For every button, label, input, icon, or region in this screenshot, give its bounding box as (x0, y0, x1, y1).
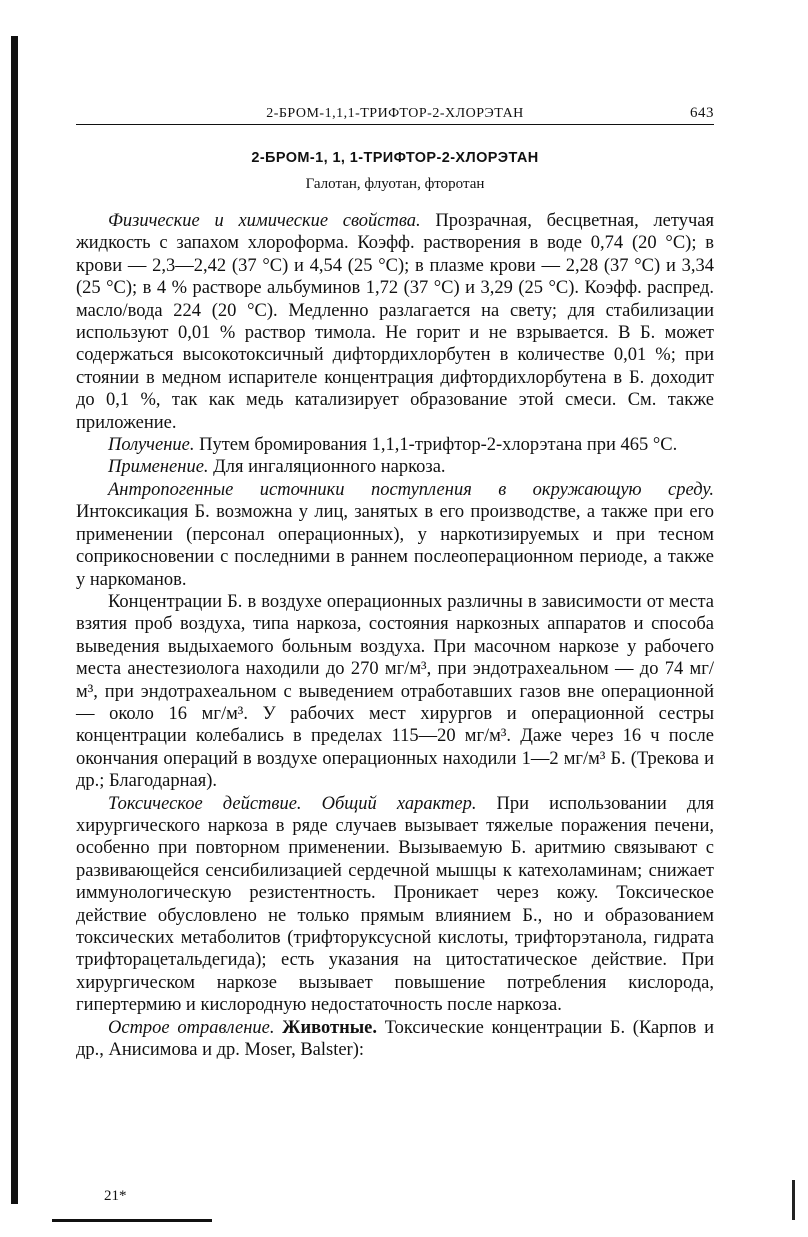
toxic-lead: Токсическое действие. Общий характер. (108, 793, 477, 814)
acute-animals-label: Животные. (274, 1017, 378, 1038)
page-number: 643 (690, 105, 714, 121)
acute-paragraph (76, 1017, 714, 1062)
sources-text: Интоксикация Б. возможна у лиц, занятых в его производстве, а также при его применении (персонал операционных), у наркотизируемых и при тесном соприкосновении с последними в раннем послеоперационном периоде, а также у наркоманов. (76, 502, 714, 590)
page-binding-edge (11, 36, 18, 1204)
application-paragraph (76, 456, 714, 478)
sources-lead: Антропогенные источники поступления в окружающую среду. (108, 479, 714, 500)
page-content (76, 148, 714, 1061)
article-synonyms: Галотан, флуотан, фторотан (305, 176, 485, 192)
sources-paragraph (76, 479, 714, 591)
scan-edge-mark (792, 1180, 795, 1220)
production-paragraph (76, 434, 714, 456)
production-lead: Получение. (108, 435, 195, 456)
acute-lead: Острое отравление. (108, 1017, 275, 1038)
production-text: Путем бромирования 1,1,1-трифтор-2-хлорэтана при 465 °С. (194, 435, 678, 456)
application-lead: Применение. (108, 457, 209, 478)
properties-lead: Физические и химические свойства. (108, 211, 421, 231)
properties-text: Прозрачная, бесцветная, летучая жидкость с запахом хлороформа. Коэфф. растворения в воде 0,74 (20 °С); в крови — 2,3—2,42 (37 °С) и 4,54 (25 °С); в плазме крови — 2,28 (37 °С) и 3,34 (25 °С); в 4 % растворе альбуминов 1,72 (37 °С) и 3,29 (25 °С). Коэфф. распред. масло/вода 224 (20 °С). Медленно разлагается на свету; для стабилизации используют 0,01 % раствор тимола. Не горит и не взрывается. В Б. может содержаться высокотоксичный дифтордихлорбутен в количестве 0,01 %; при стоянии в медном испарителе концентрация дифтордихлорбутена в Б. доходит до 0,1 %, так как медь катализирует образование этой смеси. См. также приложение. (76, 211, 715, 433)
toxic-text: При использовании для хирургического наркоза в ряде случаев вызывает тяжелые поражения печени, особенно при повторном применении. Вызываемую Б. аритмию связывают с развивающейся сенсибилизацией сердечной мышцы к катехоламинам; снижает иммунологическую резистентность. Проникает через кожу. Токсическое действие обусловлено не только прямым влиянием Б., но и образованием токсических метаболитов (трифторуксусной кислоты, трифторэтанола, гидрата трифторацетальдегида); есть указания на цитостатическое действие. При хирургическом наркозе вызывает повышение потребления кислорода, гипертермию и кислородную недостаточность после наркоза. (76, 793, 714, 1016)
concentrations-paragraph: Концентрации Б. в воздухе операционных различны в зависимости от места взятия проб воздуха, типа наркоза, состояния наркозных аппаратов и способа выведения выдыхаемого больным воздуха. При масочном наркозе у рабочего места анестезиолога находили до 270 мг/м³, при эндотрахеальном — до 74 мг/м³, при эндотрахеальном с выведением отработавших газов вне операционной — около 16 мг/м³. У рабочих мест хирургов и операционной сестры концентрации колебались в пределах 115—20 мг/м³. Даже через 16 ч после окончания операций в воздухе операционных находили 1—2 мг/м³ Б. (Трекова и др.; Благодарная). (76, 591, 714, 792)
footer-rule (52, 1219, 212, 1222)
signature-mark: 21* (104, 1188, 127, 1204)
properties-paragraph (76, 210, 714, 434)
application-text: Для ингаляционного наркоза. (208, 457, 446, 478)
article-title: 2-БРОМ-1, 1, 1-ТРИФТОР-2-ХЛОРЭТАН (251, 150, 539, 166)
toxic-paragraph (76, 793, 714, 1017)
running-header (76, 104, 714, 125)
acute-text: Токсические концентрации Б. (Карпов и др., Анисимова и др. Moser, Balster): (76, 1017, 714, 1061)
running-title: 2-БРОМ-1,1,1-ТРИФТОР-2-ХЛОРЭТАН (266, 106, 524, 121)
